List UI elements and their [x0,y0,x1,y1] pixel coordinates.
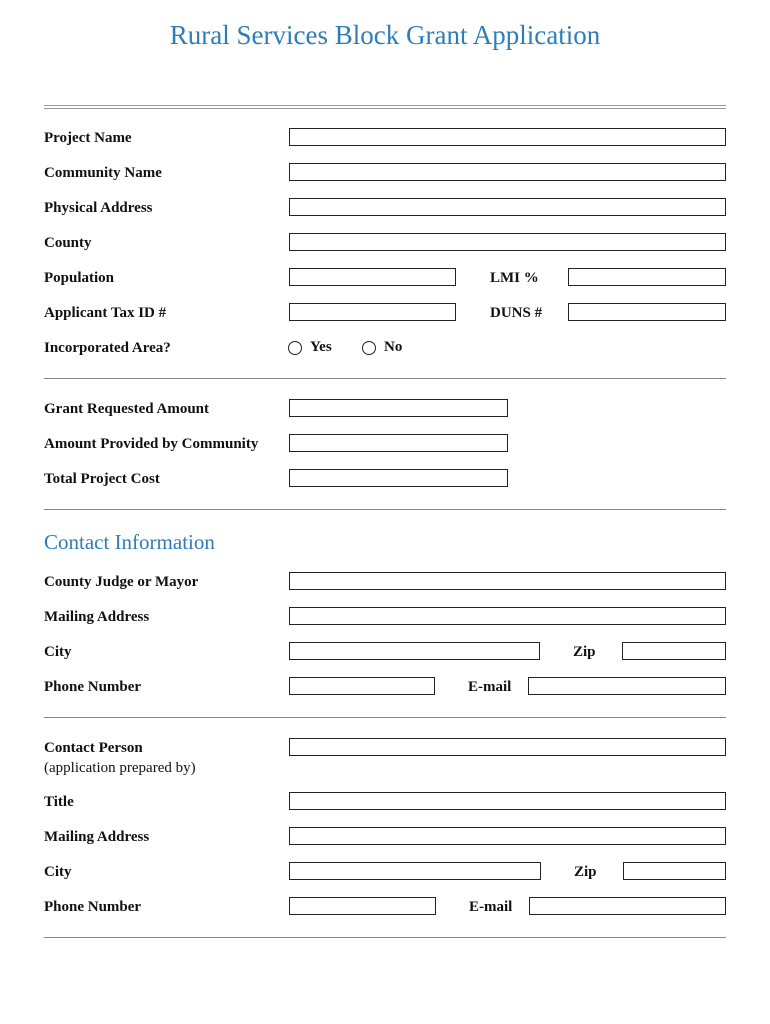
physical-address-label: Physical Address [44,200,153,216]
incorporated-no-radio[interactable] [362,341,376,355]
contact-city-field[interactable] [289,642,540,660]
lmi-field[interactable] [568,268,726,286]
amount-provided-field[interactable] [289,434,508,452]
project-name-field[interactable] [289,128,726,146]
grant-requested-field[interactable] [289,399,508,417]
duns-field[interactable] [568,303,726,321]
cp-phone-label: Phone Number [44,899,142,915]
contact-phone-field[interactable] [289,677,435,695]
cp-city-field[interactable] [289,862,541,880]
cp-zip-label: Zip [574,864,597,880]
page-title: Rural Services Block Grant Application [169,20,601,50]
section-divider [44,937,726,938]
section-divider [44,509,726,510]
contact-zip-label: Zip [573,644,596,660]
physical-address-field[interactable] [289,198,726,216]
section-divider [44,378,726,379]
section-divider [44,717,726,718]
contact-person-label [44,739,196,777]
contact-phone-label: Phone Number [44,679,142,695]
judge-mayor-field[interactable] [289,572,726,590]
grant-requested-label: Grant Requested Amount [44,401,210,417]
contact-person-field[interactable] [289,738,726,756]
header-divider [44,105,726,109]
contact-zip-field[interactable] [622,642,726,660]
cp-city-label: City [44,864,72,880]
population-label: Population [44,270,115,286]
duns-label: DUNS # [490,305,543,321]
cp-phone-field[interactable] [289,897,436,915]
community-name-field[interactable] [289,163,726,181]
tax-id-field[interactable] [289,303,456,321]
cp-mailing-address-field[interactable] [289,827,726,845]
incorporated-area-label: Incorporated Area? [44,340,171,356]
contact-mailing-address-label: Mailing Address [44,609,150,625]
lmi-label: LMI % [490,270,539,286]
total-cost-field[interactable] [289,469,508,487]
contact-city-label: City [44,644,72,660]
cp-mailing-address-label: Mailing Address [44,829,150,845]
cp-email-label: E-mail [469,899,513,915]
incorporated-yes-radio[interactable] [288,341,302,355]
contact-person-sublabel: (application prepared by) [44,760,196,776]
contact-heading: Contact Information [44,530,215,554]
county-label: County [44,235,92,251]
community-name-label: Community Name [44,165,162,181]
cp-title-field[interactable] [289,792,726,810]
project-name-label: Project Name [44,130,132,146]
population-field[interactable] [289,268,456,286]
amount-provided-label: Amount Provided by Community [44,436,259,452]
total-cost-label: Total Project Cost [44,471,160,487]
judge-mayor-label: County Judge or Mayor [44,574,199,590]
contact-person-title: Contact Person [44,740,143,756]
cp-email-field[interactable] [529,897,726,915]
county-field[interactable] [289,233,726,251]
contact-email-label: E-mail [468,679,512,695]
contact-email-field[interactable] [528,677,726,695]
incorporated-yes-label: Yes [310,339,332,355]
contact-mailing-address-field[interactable] [289,607,726,625]
cp-zip-field[interactable] [623,862,726,880]
incorporated-no-label: No [384,339,403,355]
tax-id-label: Applicant Tax ID # [44,305,167,321]
cp-title-label: Title [44,794,74,810]
